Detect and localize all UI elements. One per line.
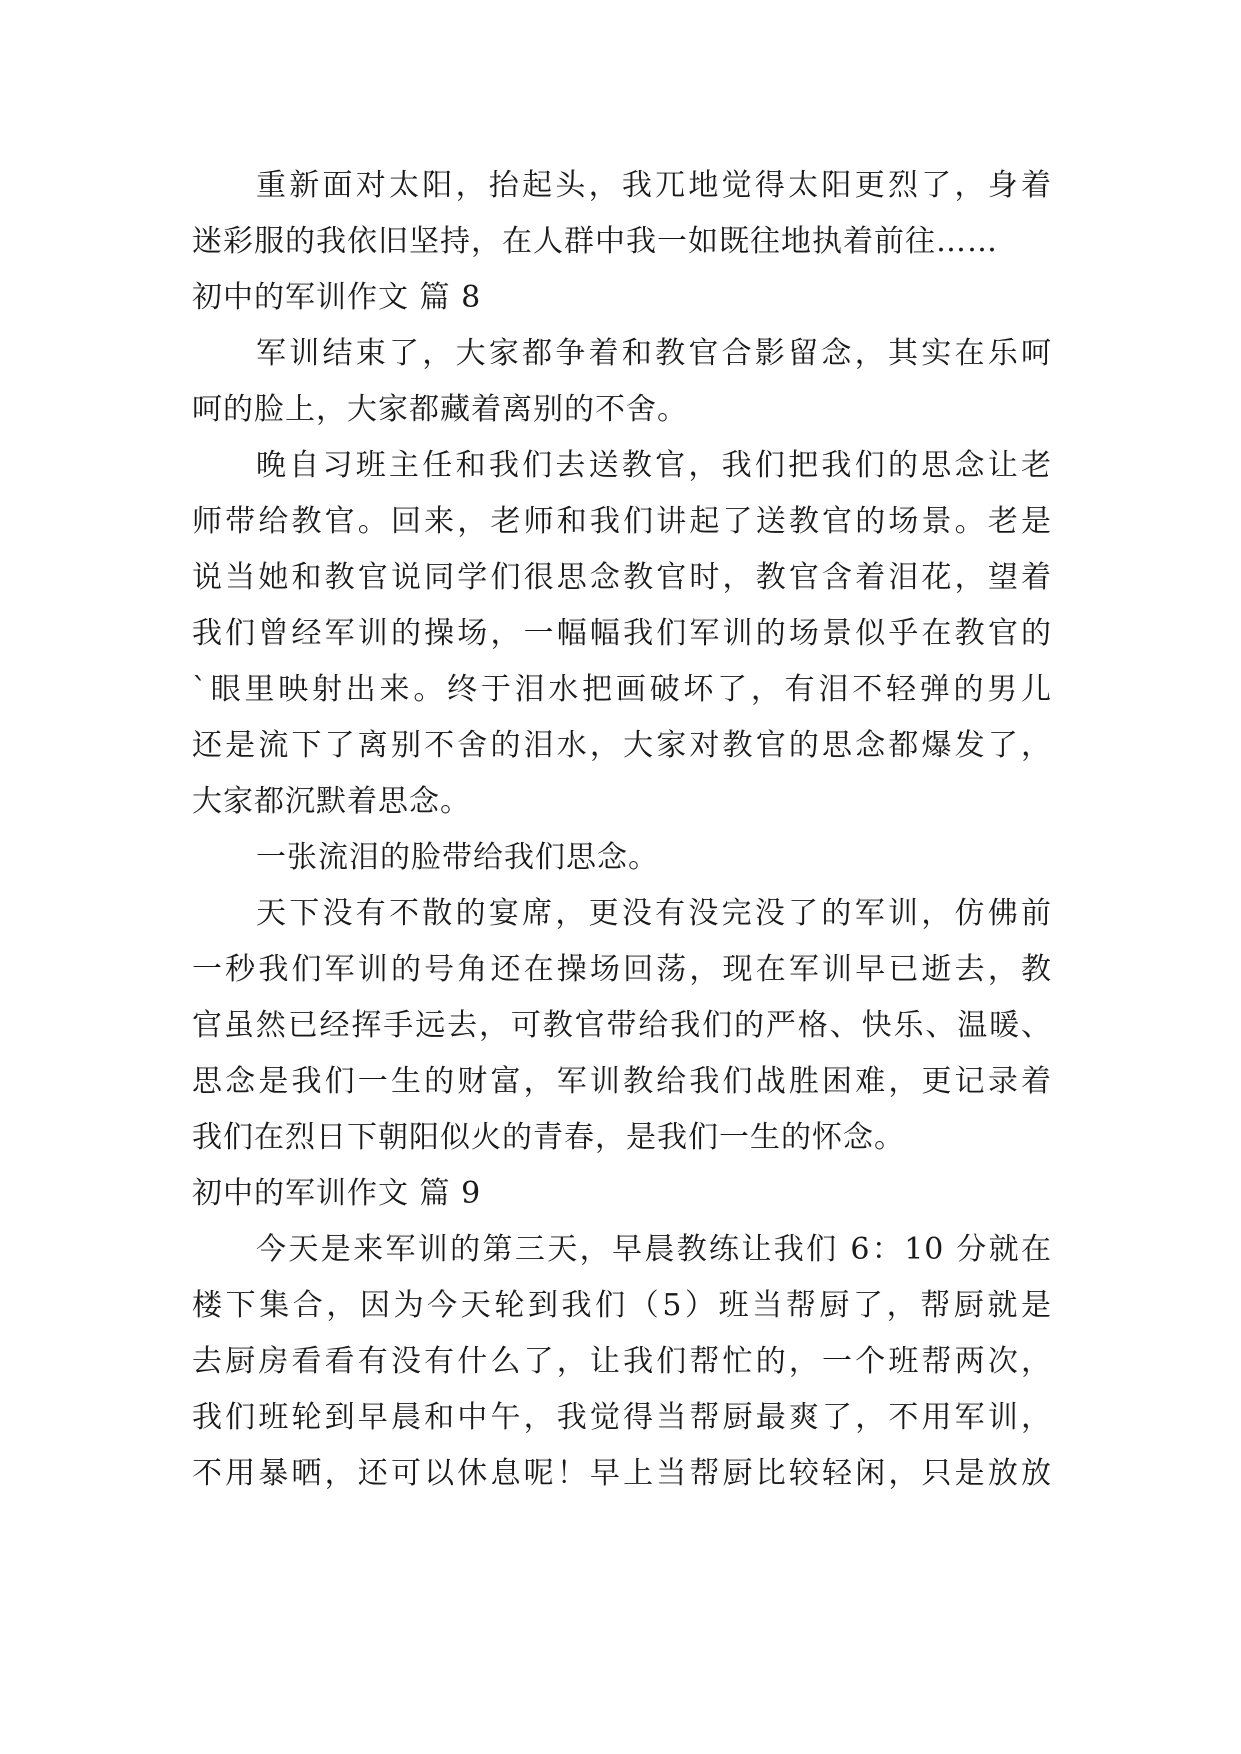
section-heading: 初中的军训作文 篇 9 [192,1176,482,1211]
text-line: 楼下集合，因为今天轮到我们（5）班当帮厨了，帮厨就是 [192,1288,1052,1323]
text-line: 说当她和教官说同学们很思念教官时，教官含着泪花，望着 [192,560,1052,595]
text-line: 我们在烈日下朝阳似火的青春，是我们一生的怀念。 [192,1120,905,1155]
text-line: 天下没有不散的宴席，更没有没完没了的军训，仿佛前 [256,896,1052,931]
text-line: 呵的脸上，大家都藏着离别的不舍。 [192,392,688,427]
text-line: 重新面对太阳，抬起头，我兀地觉得太阳更烈了，身着 [256,168,1052,203]
text-line: 不用暴晒，还可以休息呢！早上当帮厨比较轻闲，只是放放 [192,1456,1052,1491]
text-line: 师带给教官。回来，老师和我们讲起了送教官的场景。老是 [192,504,1052,539]
text-line: 迷彩服的我依旧坚持，在人群中我一如既往地执着前往…… [192,224,998,259]
section-heading: 初中的军训作文 篇 8 [192,280,482,315]
text-line: 大家都沉默着思念。 [192,784,471,819]
text-line: 晚自习班主任和我们去送教官，我们把我们的思念让老 [256,448,1052,483]
text-line: 官虽然已经挥手远去，可教官带给我们的严格、快乐、温暖、 [192,1008,1052,1043]
text-line: 还是流下了离别不舍的泪水，大家对教官的思念都爆发了， [192,728,1052,763]
text-line: 我们班轮到早晨和中午，我觉得当帮厨最爽了，不用军训， [192,1400,1052,1435]
text-line: 今天是来军训的第三天，早晨教练让我们 6：10 分就在 [256,1232,1052,1267]
text-line: 去厨房看看有没有什么了，让我们帮忙的，一个班帮两次， [192,1344,1052,1379]
document-body [192,158,1052,1502]
text-line: 军训结束了，大家都争着和教官合影留念，其实在乐呵 [256,336,1052,371]
text-line: 一张流泪的脸带给我们思念。 [256,840,659,875]
text-line: 一秒我们军训的号角还在操场回荡，现在军训早已逝去，教 [192,952,1052,987]
text-line: 思念是我们一生的财富，军训教给我们战胜困难，更记录着 [192,1064,1052,1099]
text-line: `眼里映射出来。终于泪水把画破坏了，有泪不轻弹的男儿 [192,672,1052,707]
text-line: 我们曾经军训的操场，一幅幅我们军训的场景似乎在教官的 [192,616,1052,651]
